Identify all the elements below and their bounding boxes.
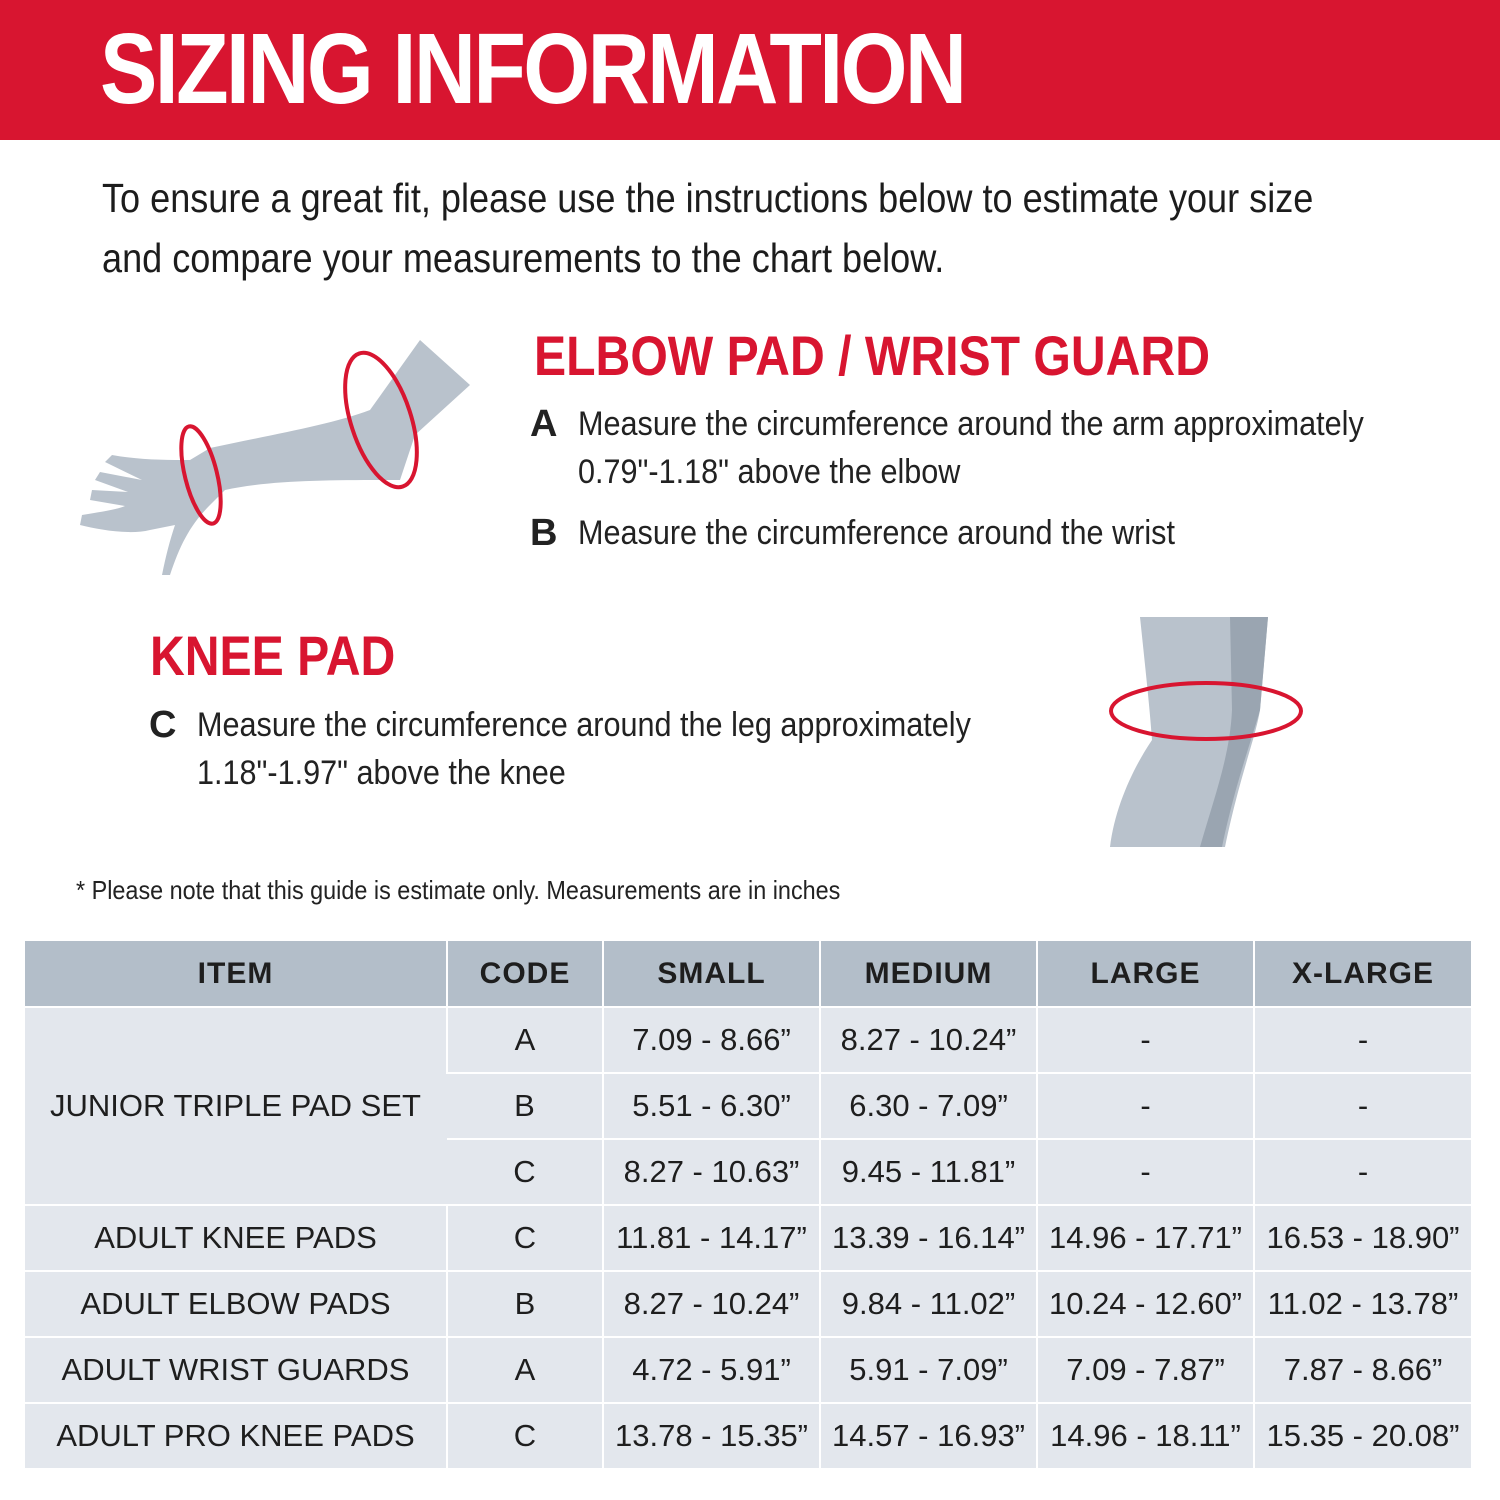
small-cell: 13.78 - 15.35” bbox=[603, 1403, 820, 1468]
small-cell: 4.72 - 5.91” bbox=[603, 1337, 820, 1403]
code-cell: A bbox=[447, 1007, 603, 1073]
step-code: C bbox=[149, 704, 177, 746]
xlarge-cell: - bbox=[1254, 1139, 1471, 1205]
large-cell: 10.24 - 12.60” bbox=[1037, 1271, 1254, 1337]
code-cell: B bbox=[447, 1271, 603, 1337]
medium-cell: 6.30 - 7.09” bbox=[820, 1073, 1037, 1139]
table-row bbox=[25, 1007, 1471, 1073]
medium-cell: 13.39 - 16.14” bbox=[820, 1205, 1037, 1271]
column-header: ITEM bbox=[25, 941, 447, 1007]
item-cell: ADULT ELBOW PADS bbox=[25, 1271, 447, 1337]
item-cell: JUNIOR TRIPLE PAD SET bbox=[25, 1007, 447, 1205]
item-cell: ADULT WRIST GUARDS bbox=[25, 1337, 447, 1403]
intro-line-2: and compare your measurements to the chart below. bbox=[102, 235, 945, 281]
intro-text bbox=[102, 168, 1422, 288]
item-cell: ADULT PRO KNEE PADS bbox=[25, 1403, 447, 1468]
code-cell: B bbox=[447, 1073, 603, 1139]
code-cell: C bbox=[447, 1139, 603, 1205]
small-cell: 7.09 - 8.66” bbox=[603, 1007, 820, 1073]
small-cell: 8.27 - 10.24” bbox=[603, 1271, 820, 1337]
item-cell: ADULT KNEE PADS bbox=[25, 1205, 447, 1271]
small-cell: 5.51 - 6.30” bbox=[603, 1073, 820, 1139]
step-b bbox=[530, 509, 1430, 559]
table-row bbox=[25, 1403, 1471, 1468]
column-header: LARGE bbox=[1037, 941, 1254, 1007]
medium-cell: 5.91 - 7.09” bbox=[820, 1337, 1037, 1403]
table-header-row bbox=[25, 941, 1471, 1007]
arm-shape bbox=[80, 340, 470, 575]
column-header: X-LARGE bbox=[1254, 941, 1471, 1007]
page-title: SIZING INFORMATION bbox=[100, 13, 965, 125]
medium-cell: 9.84 - 11.02” bbox=[820, 1271, 1037, 1337]
step-line-2: 1.18"-1.97" above the knee bbox=[197, 754, 566, 792]
code-cell: A bbox=[447, 1337, 603, 1403]
table-row bbox=[25, 1337, 1471, 1403]
xlarge-cell: 11.02 - 13.78” bbox=[1254, 1271, 1471, 1337]
arm-illustration bbox=[70, 330, 490, 590]
step-line-1: Measure the circumference around the arm approximately bbox=[578, 405, 1364, 443]
step-line-1: Measure the circumference around the leg approximately bbox=[197, 706, 971, 744]
step-a bbox=[530, 400, 1430, 500]
size-chart-table bbox=[25, 941, 1471, 1468]
leg-illustration bbox=[1100, 615, 1320, 850]
elbow-section-title: ELBOW PAD / WRIST GUARD bbox=[534, 324, 1210, 387]
table-row bbox=[25, 1271, 1471, 1337]
step-c bbox=[149, 701, 1049, 801]
xlarge-cell: 16.53 - 18.90” bbox=[1254, 1205, 1471, 1271]
xlarge-cell: 15.35 - 20.08” bbox=[1254, 1403, 1471, 1468]
intro-line-1: To ensure a great fit, please use the instructions below to estimate your size bbox=[102, 175, 1314, 221]
step-code: B bbox=[530, 512, 558, 554]
knee-section-title: KNEE PAD bbox=[150, 624, 396, 687]
large-cell: 14.96 - 17.71” bbox=[1037, 1205, 1254, 1271]
step-line-2: 0.79"-1.18" above the elbow bbox=[578, 453, 961, 491]
large-cell: 7.09 - 7.87” bbox=[1037, 1337, 1254, 1403]
step-text bbox=[197, 701, 971, 797]
step-text: Measure the circumference around the wrist bbox=[578, 514, 1175, 552]
table-row bbox=[25, 1205, 1471, 1271]
header-banner bbox=[0, 0, 1500, 140]
step-code: A bbox=[530, 403, 558, 445]
code-cell: C bbox=[447, 1205, 603, 1271]
column-header: MEDIUM bbox=[820, 941, 1037, 1007]
xlarge-cell: - bbox=[1254, 1073, 1471, 1139]
large-cell: - bbox=[1037, 1073, 1254, 1139]
small-cell: 8.27 - 10.63” bbox=[603, 1139, 820, 1205]
medium-cell: 14.57 - 16.93” bbox=[820, 1403, 1037, 1468]
xlarge-cell: - bbox=[1254, 1007, 1471, 1073]
large-cell: - bbox=[1037, 1007, 1254, 1073]
small-cell: 11.81 - 14.17” bbox=[603, 1205, 820, 1271]
large-cell: 14.96 - 18.11” bbox=[1037, 1403, 1254, 1468]
column-header: SMALL bbox=[603, 941, 820, 1007]
xlarge-cell: 7.87 - 8.66” bbox=[1254, 1337, 1471, 1403]
disclaimer-note: * Please note that this guide is estimate only. Measurements are in inches bbox=[76, 875, 841, 905]
medium-cell: 9.45 - 11.81” bbox=[820, 1139, 1037, 1205]
column-header: CODE bbox=[447, 941, 603, 1007]
large-cell: - bbox=[1037, 1139, 1254, 1205]
code-cell: C bbox=[447, 1403, 603, 1468]
medium-cell: 8.27 - 10.24” bbox=[820, 1007, 1037, 1073]
step-text bbox=[578, 400, 1364, 496]
